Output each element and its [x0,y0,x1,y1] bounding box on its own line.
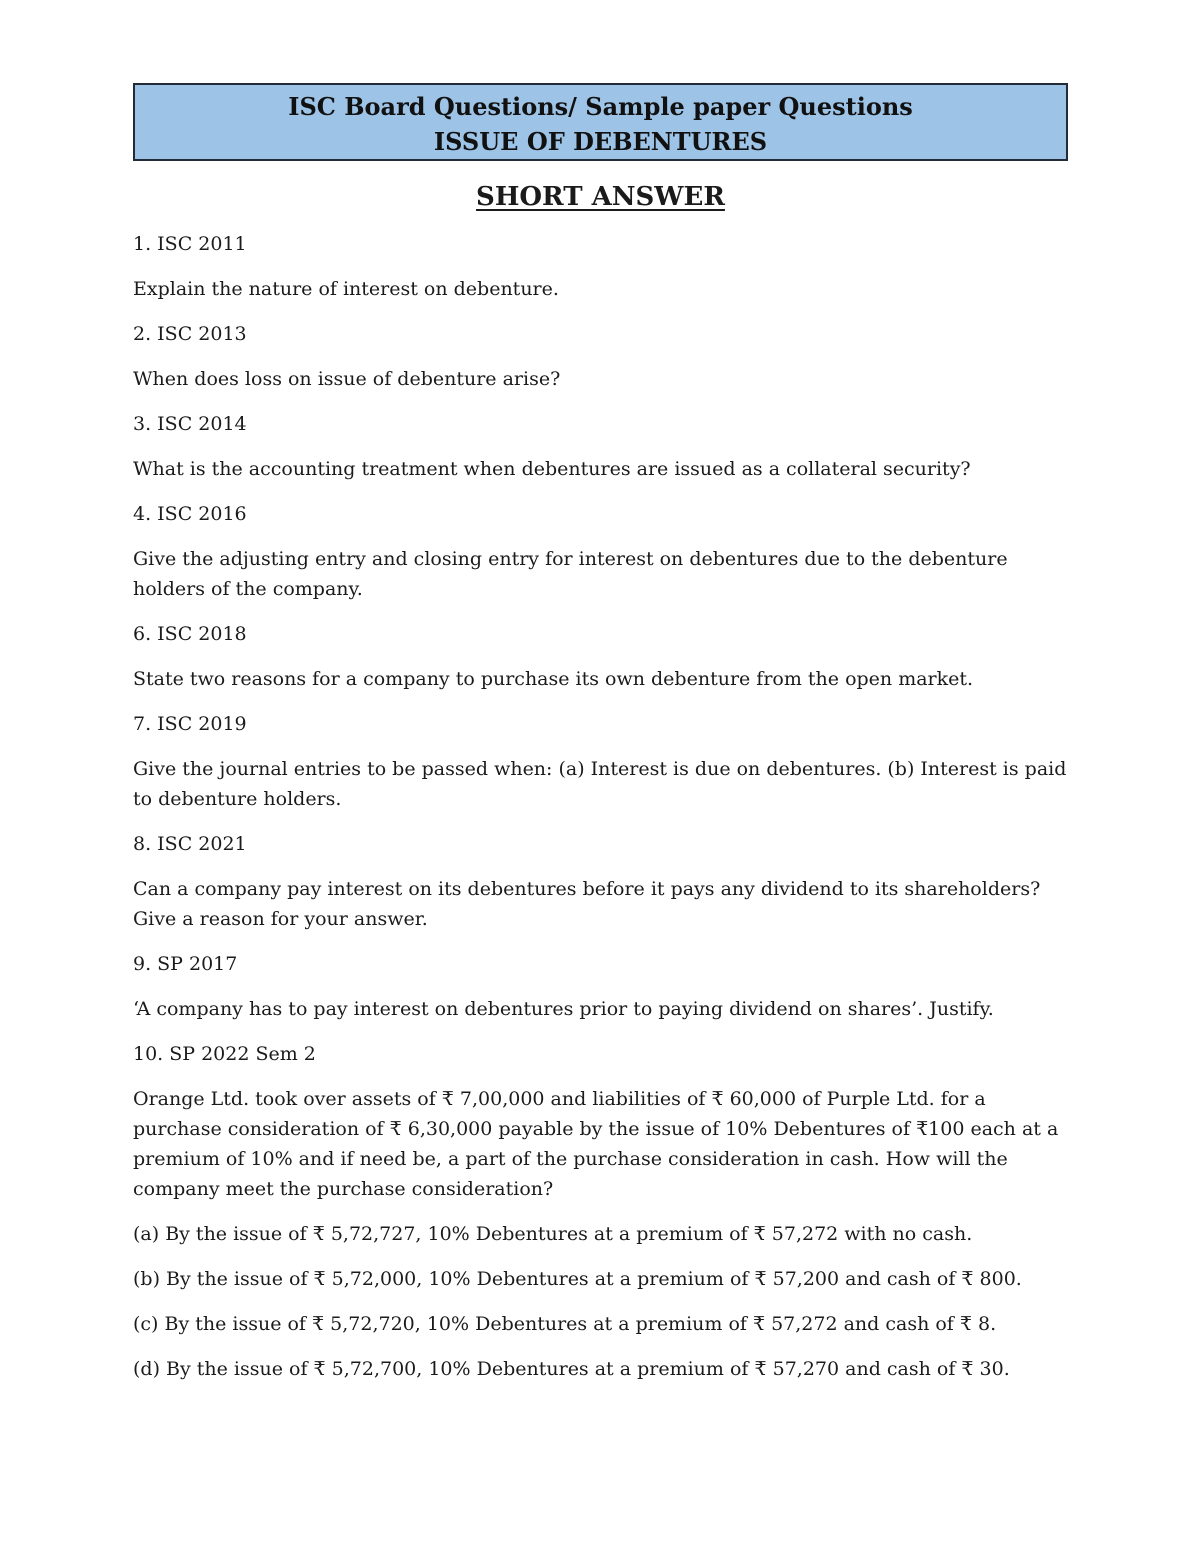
mcq-option-b: (b) By the issue of ₹ 5,72,000, 10% Debentures at a premium of ₹ 57,200 and cash of ₹ 800. [133,1268,1022,1290]
question-block [133,619,1068,694]
mcq-option-a: (a) By the issue of ₹ 5,72,727, 10% Debentures at a premium of ₹ 57,272 with no cash. [133,1223,973,1245]
banner-subtitle: ISSUE OF DEBENTURES [433,127,768,156]
question-label: 4. ISC 2016 [133,503,247,525]
mcq-option-c: (c) By the issue of ₹ 5,72,720, 10% Debentures at a premium of ₹ 57,272 and cash of ₹ 8. [133,1313,997,1335]
question-text: State two reasons for a company to purchase its own debenture from the open market. [133,668,974,690]
question-block [133,499,1068,604]
question-text: Can a company pay interest on its debentures before it pays any dividend to its shareholders? Give a reason for your answer. [133,878,1041,930]
question-text: Give the adjusting entry and closing entry for interest on debentures due to the debenture holders of the company. [133,548,1008,600]
question-text: ‘A company has to pay interest on debentures prior to paying dividend on shares’. Justify. [133,998,994,1020]
question-label: 7. ISC 2019 [133,713,247,735]
question-block [133,949,1068,1024]
question-label: 10. SP 2022 Sem 2 [133,1043,316,1065]
question-text: Orange Ltd. took over assets of ₹ 7,00,000 and liabilities of ₹ 60,000 of Purple Ltd. for a purchase consideration of ₹ 6,30,000 payable by the issue of 10% Debentures of ₹100 each at a premium of 10% and if need be, a part of the purchase consideration in cash. How will the company meet the purchase consideration? [133,1088,1059,1200]
mcq-option-list [133,1219,1068,1384]
title-banner [133,83,1068,161]
question-text: What is the accounting treatment when debentures are issued as a collateral security? [133,458,971,480]
question-block [133,319,1068,394]
question-text: When does loss on issue of debenture arise? [133,368,561,390]
question-block [133,409,1068,484]
question-list [133,229,1068,1204]
question-block [133,709,1068,814]
banner-title: ISC Board Questions/ Sample paper Questions [288,92,913,121]
question-label: 1. ISC 2011 [133,233,247,255]
question-block [133,829,1068,934]
question-label: 3. ISC 2014 [133,413,247,435]
section-heading: SHORT ANSWER [476,182,725,212]
question-block [133,1039,1068,1204]
question-block [133,229,1068,304]
question-label: 6. ISC 2018 [133,623,247,645]
question-text: Give the journal entries to be passed when: (a) Interest is due on debentures. (b) Interest is paid to debenture holders. [133,758,1067,810]
question-text: Explain the nature of interest on debenture. [133,278,559,300]
question-label: 9. SP 2017 [133,953,238,975]
question-label: 8. ISC 2021 [133,833,247,855]
mcq-option-d: (d) By the issue of ₹ 5,72,700, 10% Debentures at a premium of ₹ 57,270 and cash of ₹ 30. [133,1358,1010,1380]
question-label: 2. ISC 2013 [133,323,247,345]
